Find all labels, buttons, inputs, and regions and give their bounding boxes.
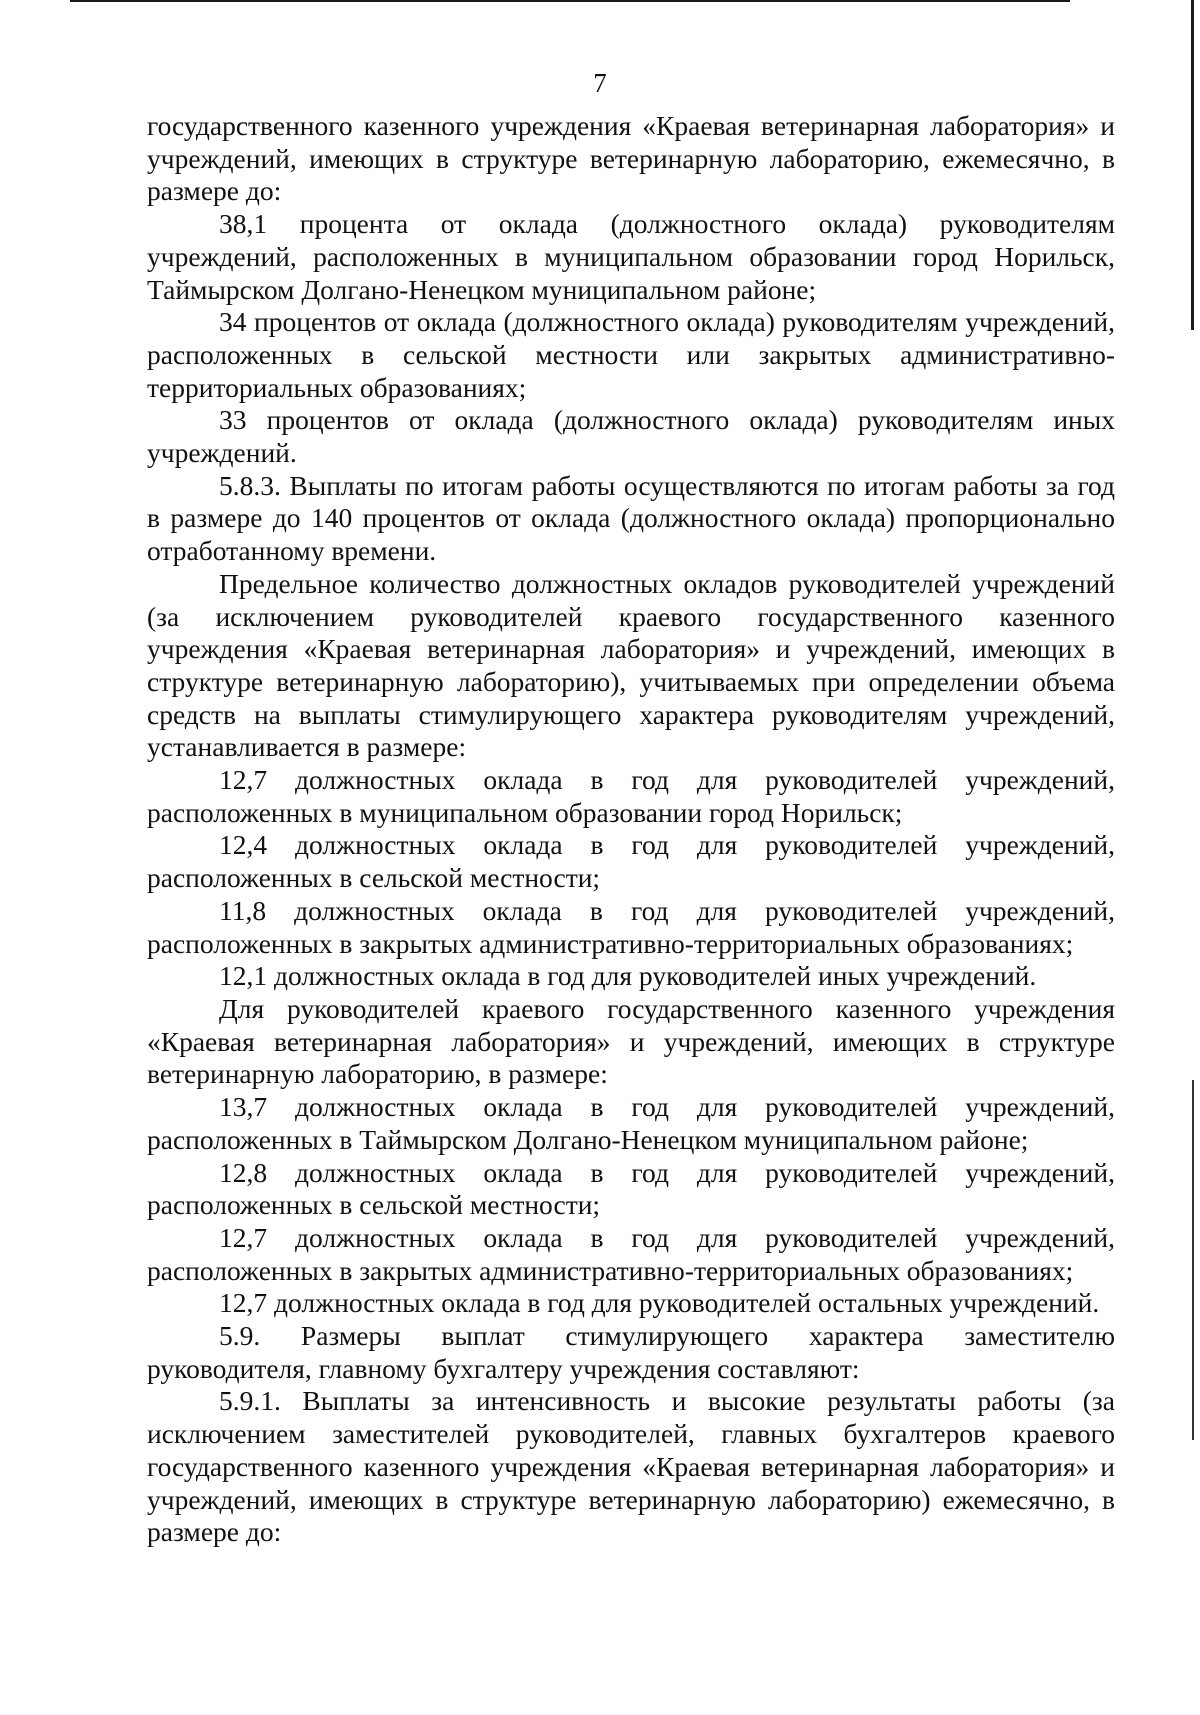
paragraph: 12,7 должностных оклада в год для руководителей учреждений, расположенных в закрытых административно-территориальных образованиях; <box>147 1221 1115 1286</box>
scan-edge-right-lower <box>1192 1080 1194 1440</box>
document-body <box>147 110 1115 1549</box>
paragraph: 11,8 должностных оклада в год для руководителей учреждений, расположенных в закрытых административно-территориальных образованиях; <box>147 894 1115 959</box>
paragraph: 12,4 должностных оклада в год для руководителей учреждений, расположенных в сельской местности; <box>147 829 1115 894</box>
page-number: 7 <box>593 68 607 98</box>
paragraph: 13,7 должностных оклада в год для руководителей учреждений, расположенных в Таймырском Долгано-Ненецком муниципальном районе; <box>147 1091 1115 1155</box>
paragraph: Для руководителей краевого государственного казенного учреждения «Краевая ветеринарная лаборатория» и учреждений, имеющих в структуре ветеринарную лабораторию, в размере: <box>147 992 1115 1090</box>
paragraph: 33 процентов от оклада (должностного оклада) руководителям иных учреждений. <box>147 404 1115 469</box>
paragraph: 12,7 должностных оклада в год для руководителей учреждений, расположенных в муниципальном образовании город Норильск; <box>147 764 1115 828</box>
paragraph: 5.9.1. Выплаты за интенсивность и высокие результаты работы (за исключением заместителей руководителей, главных бухгалтеров краевого государственного казенного учреждения «Краевая ветеринарная лаборатория» и учреждений, имеющих в структуре ветеринарную лабораторию) ежемесячно, в размере до: <box>147 1385 1115 1548</box>
paragraph: 12,1 должностных оклада в год для руководителей иных учреждений. <box>219 960 1037 992</box>
paragraph: 12,7 должностных оклада в год для руководителей остальных учреждений. <box>219 1287 1100 1319</box>
paragraph: 12,8 должностных оклада в год для руководителей учреждений, расположенных в сельской местности; <box>147 1156 1115 1221</box>
paragraph: 5.9. Размеры выплат стимулирующего характера заместителю руководителя, главному бухгалтеру учреждения составляют: <box>147 1320 1115 1384</box>
paragraph: государственного казенного учреждения «Краевая ветеринарная лаборатория» и учреждений, имеющих в структуре ветеринарную лабораторию, ежемесячно, в размере до: <box>147 110 1115 207</box>
paragraph: 5.8.3. Выплаты по итогам работы осуществляются по итогам работы за год в размере до 140 процентов от оклада (должностного оклада) пропорционально отработанному времени. <box>147 469 1115 567</box>
paragraph: 38,1 процента от оклада (должностного оклада) руководителям учреждений, расположенных в муниципальном образовании город Норильск, Таймырском Долгано-Ненецком муниципальном районе; <box>147 208 1115 305</box>
scan-edge-right <box>1191 0 1194 330</box>
scan-edge-top <box>70 0 1070 2</box>
paragraph: Предельное количество должностных окладов руководителей учреждений (за исключением руководителей краевого государственного казенного учреждения «Краевая ветеринарная лаборатория» и учреждений, имеющих в структуре ветеринарную лабораторию), учитываемых при определении объема средств на выплаты стимулирующего характера руководителям учреждений, устанавливается в размере: <box>147 567 1115 763</box>
paragraph: 34 процентов от оклада (должностного оклада) руководителям учреждений, расположенных в сельской местности или закрытых административно-территориальных образованиях; <box>147 306 1115 403</box>
